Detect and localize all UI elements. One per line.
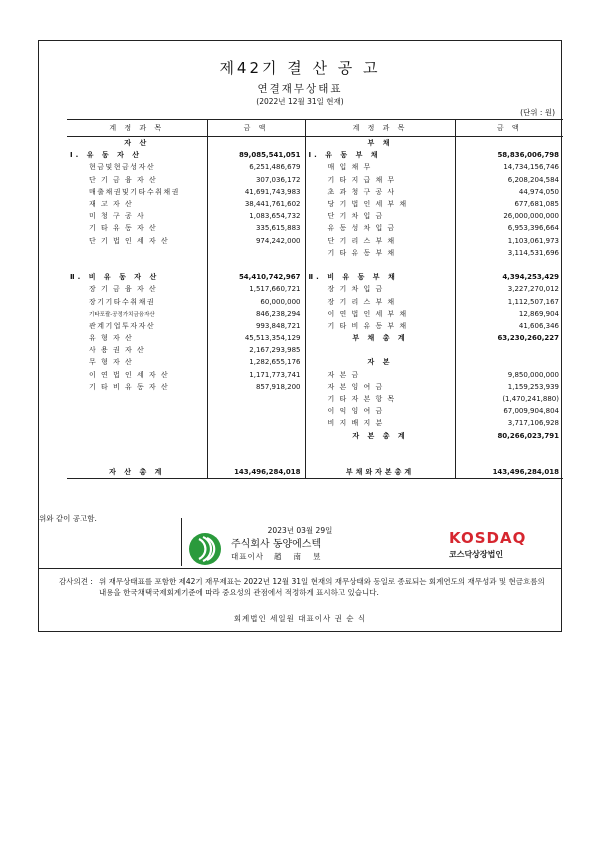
left-amount-cell: 54,410,742,967: [207, 271, 305, 283]
left-amount-cell: [207, 393, 305, 405]
left-account-cell: 재 고 자 산: [67, 198, 207, 210]
right-amount-cell: 12,869,904: [518, 309, 559, 318]
left-account-cell: Ⅱ. 비 유 동 자 산: [67, 271, 207, 283]
right-amount-cell: 14,734,156,746: [503, 163, 559, 172]
sign-date: 2023년 03월 29일: [267, 526, 333, 535]
audit-opinion: [59, 576, 549, 598]
page-title: 제42기 결 산 공 고: [219, 59, 381, 77]
balance-sheet-table: [67, 119, 563, 479]
left-amount-cell: 974,242,000: [207, 235, 305, 247]
right-amount-cell: 41,606,346: [518, 321, 559, 330]
right-amount-cell: 80,266,023,791: [497, 431, 559, 440]
right-account-cell: 이 익 잉 여 금: [305, 405, 455, 417]
right-amount-cell: 1,103,061,973: [507, 236, 559, 245]
kosdaq-subtitle: 코스닥상장법인: [449, 550, 504, 559]
ceo-title: 대표이사: [231, 552, 264, 561]
right-amount-cell: 26,000,000,000: [503, 212, 559, 221]
left-account-cell: 사 용 권 자 산: [67, 344, 207, 356]
statement-title: 연결재무상태표: [257, 83, 343, 95]
left-account-cell: [67, 405, 207, 417]
table-row: [67, 222, 563, 234]
header-account-left: 계 정 과 목: [67, 120, 207, 137]
table-row: [67, 454, 563, 466]
left-amount-cell: [207, 405, 305, 417]
left-amount-cell: [207, 454, 305, 466]
right-account-cell: 기 타 자 본 항 목: [305, 393, 455, 405]
ceo-name: 趙南昱: [273, 552, 333, 561]
left-account-cell: [67, 442, 207, 454]
right-amount-cell: [455, 442, 563, 454]
right-account-cell: 유 동 성 차 입 금: [305, 222, 455, 234]
right-amount-cell: 143,496,284,018: [455, 466, 563, 479]
left-amount-cell: [207, 137, 305, 150]
table-row: [67, 198, 563, 210]
table-row: [67, 174, 563, 186]
table-row: [67, 430, 563, 442]
right-account-cell: 자 본 총 계: [305, 430, 455, 442]
left-amount-cell: 2,167,293,985: [207, 344, 305, 356]
right-account-cell: [305, 344, 455, 356]
right-amount-cell: (1,470,241,880): [502, 395, 559, 404]
left-amount-cell: 38,441,761,602: [207, 198, 305, 210]
header-amount-left: 금 액: [207, 120, 305, 137]
table-row: [67, 295, 563, 307]
left-account-cell: [67, 247, 207, 259]
audit-text: 위 재무상태표를 포함한 제42기 재무제표는 2022년 12월 31일 현재의 재무상태와 동일로 종료되는 회계연도의 재무성과 및 현금흐름의 내용을 한국채택국제회계기준에 따라 중요성의 관점에서 적정하게 표시하고 있습니다.: [99, 577, 545, 597]
left-amount-cell: 335,615,883: [207, 222, 305, 234]
left-amount-cell: 60,000,000: [207, 295, 305, 307]
right-account-cell: [305, 259, 455, 271]
right-amount-cell: [455, 454, 563, 466]
left-account-cell: [67, 430, 207, 442]
left-amount-cell: 1,282,655,176: [207, 356, 305, 368]
left-amount-cell: 1,083,654,732: [207, 210, 305, 222]
right-amount-cell: 44,974,050: [518, 187, 559, 196]
table-row: [67, 466, 563, 479]
left-amount-cell: [207, 442, 305, 454]
right-account-cell: 장 기 차 입 금: [305, 283, 455, 295]
table-row: [67, 405, 563, 417]
left-amount-cell: 846,238,294: [207, 308, 305, 320]
right-account-cell: 기 타 유 동 부 채: [305, 247, 455, 259]
left-amount-cell: 45,513,354,129: [207, 332, 305, 344]
right-account-cell: 부 채: [305, 137, 455, 150]
left-account-cell: 자 산: [67, 137, 207, 150]
table-row: [67, 369, 563, 381]
left-amount-cell: [207, 417, 305, 429]
divider-horizontal: [39, 568, 561, 569]
right-amount-cell: 6,208,204,584: [507, 175, 559, 184]
right-amount-cell: 4,394,253,429: [502, 273, 559, 282]
left-account-cell: 미 청 구 공 사: [67, 210, 207, 222]
company-logo-icon: [187, 531, 223, 571]
audit-label: 감사의견 :: [59, 577, 93, 586]
right-amount-cell: 1,112,507,167: [507, 297, 559, 306]
left-amount-cell: 857,918,200: [207, 381, 305, 393]
table-row: [67, 186, 563, 198]
right-account-cell: 매 입 채 무: [305, 161, 455, 173]
left-amount-cell: 143,496,284,018: [207, 466, 305, 479]
right-account-cell: Ⅱ. 비 유 동 부 채: [305, 271, 455, 283]
right-amount-cell: 1,159,253,939: [507, 382, 559, 391]
table-row: [67, 356, 563, 368]
left-account-cell: 관계기업투자자산: [67, 320, 207, 332]
right-account-cell: 장 기 리 스 부 채: [305, 295, 455, 307]
right-amount-cell: [455, 137, 563, 150]
right-amount-cell: 677,681,085: [514, 200, 559, 209]
divider-vertical: [181, 518, 182, 566]
left-amount-cell: 41,691,743,983: [207, 186, 305, 198]
left-amount-cell: [207, 259, 305, 271]
header-account-right: 계 정 과 목: [305, 120, 455, 137]
table-row: [67, 271, 563, 283]
left-account-cell: 유 형 자 산: [67, 332, 207, 344]
left-account-cell: 이 연 법 인 세 자 산: [67, 369, 207, 381]
right-account-cell: 이 연 법 인 세 부 채: [305, 308, 455, 320]
auditor-line: 회계법인 세일원 대표이사 권 순 식: [233, 614, 367, 623]
left-amount-cell: [207, 247, 305, 259]
left-account-cell: 자 산 총 계: [67, 466, 207, 479]
table-row: [67, 320, 563, 332]
left-account-cell: [67, 417, 207, 429]
left-account-cell: 기타포괄-공정가치금융자산: [67, 308, 207, 320]
right-amount-cell: [455, 356, 563, 368]
left-account-cell: 기 타 비 유 동 자 산: [67, 381, 207, 393]
right-account-cell: 자 본 금: [305, 369, 455, 381]
kosdaq-logo: KOSDAQ: [449, 529, 527, 547]
right-account-cell: 단 기 차 입 금: [305, 210, 455, 222]
table-row: [67, 332, 563, 344]
right-account-cell: 비 지 배 지 분: [305, 417, 455, 429]
right-account-cell: 부채와자본총계: [305, 466, 455, 479]
right-account-cell: 당 기 법 인 세 부 채: [305, 198, 455, 210]
right-account-cell: 단 기 리 스 부 채: [305, 235, 455, 247]
left-account-cell: 단 기 금 융 자 산: [67, 174, 207, 186]
unit-label: (단위 : 원): [520, 108, 555, 117]
left-amount-cell: 6,251,486,679: [207, 161, 305, 173]
right-amount-cell: 3,114,531,696: [507, 248, 559, 257]
left-amount-cell: 1,517,660,721: [207, 283, 305, 295]
right-account-cell: [305, 454, 455, 466]
right-amount-cell: 58,836,006,798: [497, 151, 559, 160]
balance-sheet-body: [67, 137, 563, 479]
right-amount-cell: 63,230,260,227: [497, 334, 559, 343]
right-account-cell: [305, 442, 455, 454]
right-account-cell: 자 본 잉 여 금: [305, 381, 455, 393]
left-account-cell: [67, 259, 207, 271]
table-row: [67, 308, 563, 320]
left-account-cell: Ⅰ. 유 동 자 산: [67, 149, 207, 161]
table-row: [67, 393, 563, 405]
right-amount-cell: 67,009,904,804: [503, 407, 559, 416]
table-row: [67, 283, 563, 295]
table-row: [67, 210, 563, 222]
table-row: [67, 137, 563, 150]
right-amount-cell: 6,953,396,664: [507, 224, 559, 233]
left-amount-cell: 1,171,773,741: [207, 369, 305, 381]
table-row: [67, 442, 563, 454]
table-row: [67, 247, 563, 259]
table-row: [67, 417, 563, 429]
left-account-cell: 단 기 법 인 세 자 산: [67, 235, 207, 247]
left-account-cell: 무 형 자 산: [67, 356, 207, 368]
left-amount-cell: [207, 430, 305, 442]
right-amount-cell: 3,227,270,012: [507, 285, 559, 294]
right-amount-cell: 3,717,106,928: [507, 419, 559, 428]
right-account-cell: Ⅰ. 유 동 부 채: [305, 149, 455, 161]
table-row: [67, 381, 563, 393]
left-amount-cell: 307,036,172: [207, 174, 305, 186]
statement-date: (2022년 12월 31일 현재): [256, 97, 344, 106]
left-account-cell: 장기기타수취채권: [67, 295, 207, 307]
left-account-cell: [67, 454, 207, 466]
right-amount-cell: [455, 259, 563, 271]
table-row: [67, 149, 563, 161]
table-row: [67, 161, 563, 173]
header-amount-right: 금 액: [455, 120, 563, 137]
left-account-cell: 매출채권및기타수취채권: [67, 186, 207, 198]
left-account-cell: 현금및현금성자산: [67, 161, 207, 173]
right-account-cell: 자 본: [305, 356, 455, 368]
right-amount-cell: [455, 344, 563, 356]
right-account-cell: 기 타 비 유 동 부 채: [305, 320, 455, 332]
ceo-line: [231, 551, 332, 562]
table-row: [67, 344, 563, 356]
left-account-cell: 기 타 유 동 자 산: [67, 222, 207, 234]
right-account-cell: 부 채 총 계: [305, 332, 455, 344]
company-name: 주식회사 동양에스텍: [231, 539, 322, 550]
notice-text: 위와 같이 공고함.: [39, 514, 97, 523]
right-account-cell: 초 과 청 구 공 사: [305, 186, 455, 198]
right-account-cell: 기 타 지 급 채 무: [305, 174, 455, 186]
table-row: [67, 235, 563, 247]
left-amount-cell: 993,848,721: [207, 320, 305, 332]
right-amount-cell: 9,850,000,000: [507, 370, 559, 379]
announcement-frame: [38, 40, 562, 632]
table-row: [67, 259, 563, 271]
left-account-cell: [67, 393, 207, 405]
left-amount-cell: 89,085,541,051: [207, 149, 305, 161]
table-header-row: [67, 120, 563, 137]
left-account-cell: 장 기 금 융 자 산: [67, 283, 207, 295]
